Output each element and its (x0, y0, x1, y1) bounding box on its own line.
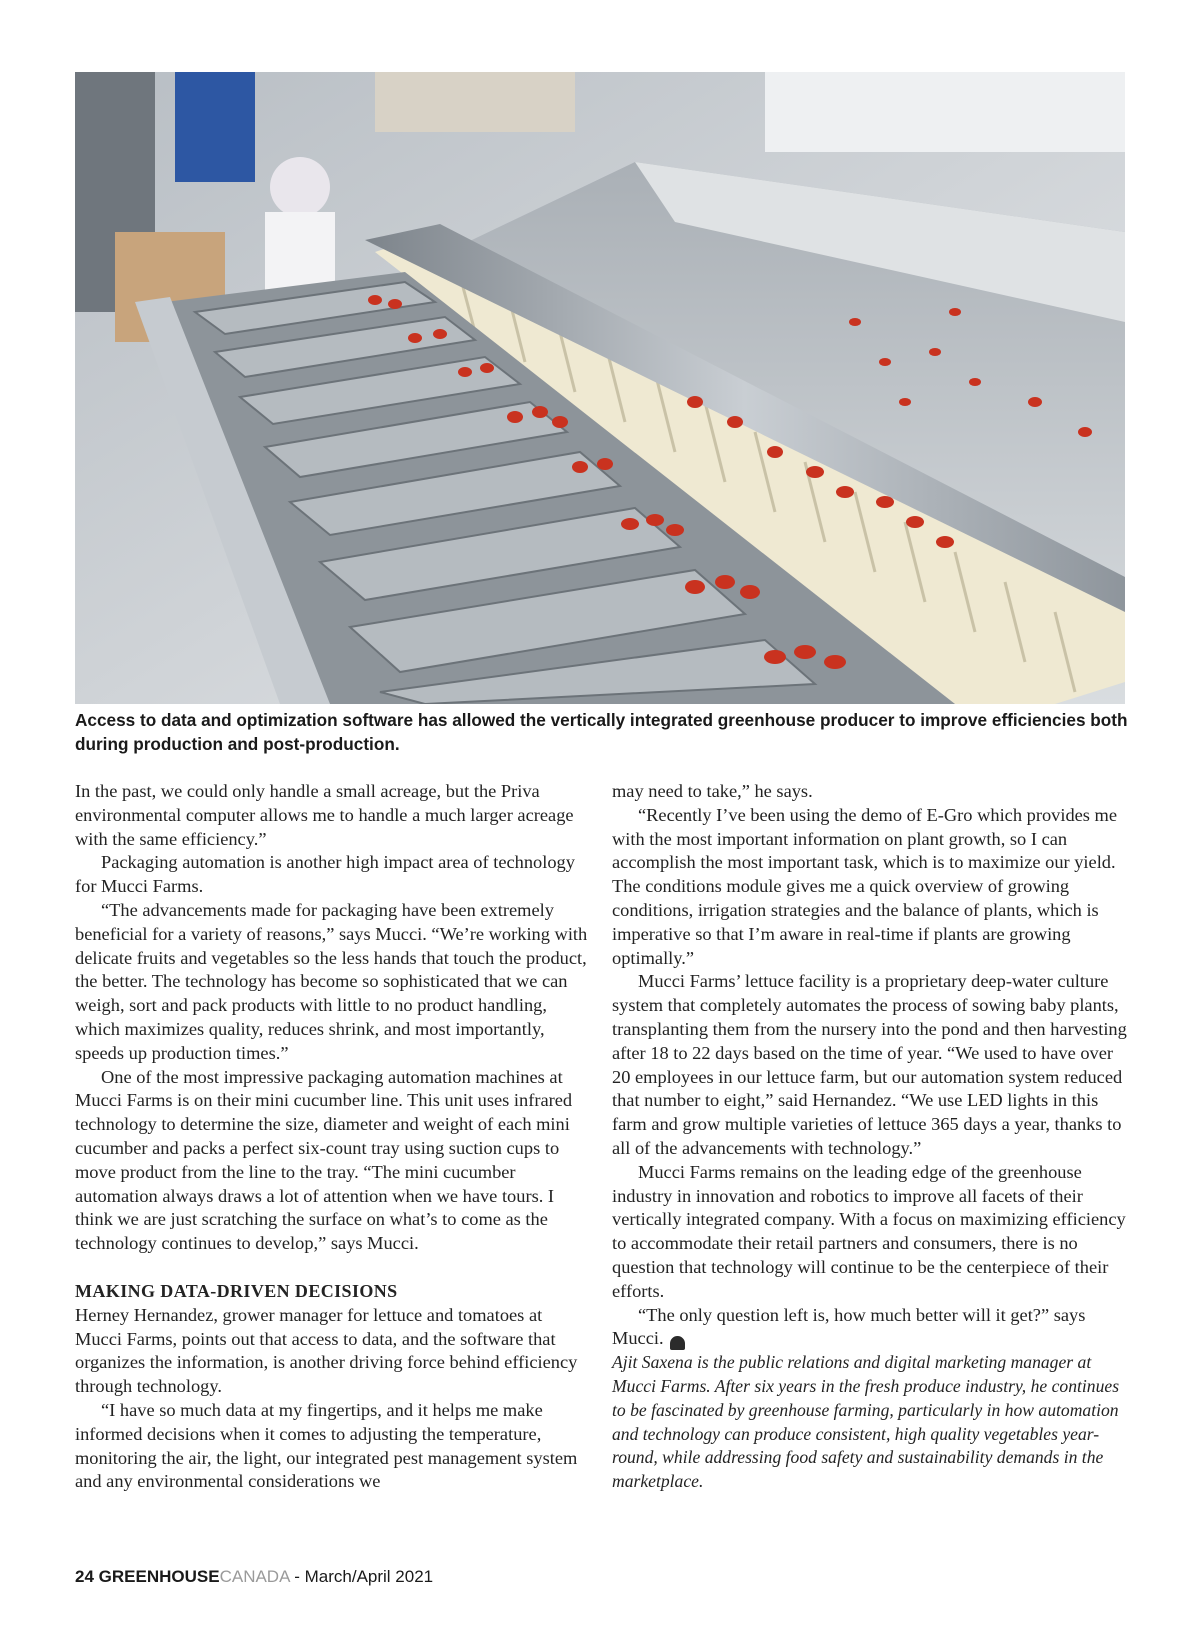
paragraph: Packaging automation is another high impact area of technology for Mucci Farms. (75, 852, 575, 897)
article-photo (75, 72, 1125, 704)
paragraph (612, 1304, 1132, 1352)
article-left-column (75, 780, 590, 1494)
magazine-name-part2: CANADA (219, 1567, 290, 1586)
photo-caption: Access to data and optimization software has allowed the vertically integrated greenhouse producer to improve efficiencies both during production and post-production. (75, 710, 1128, 754)
paragraph: Mucci Farms’ lettuce facility is a proprietary deep-water culture system that completely automates the process of sowing baby plants, transplanting them from the nursery into the pond and then harvesting after 18 to 22 days based on the time of year. “We used to have over 20 employees in our lettuce farm, but our automation system reduced that number to eight,” said Hernandez. “We use LED lights in this farm and grow multiple varieties of lettuce 365 days a year, thanks to all of the advancements with technology.” (612, 971, 1127, 1158)
closing-quote: “The only question left is, how much better will it get?” says Mucci. (612, 1304, 1086, 1349)
paragraph: In the past, we could only handle a small acreage, but the Priva environmental computer allows me to handle a much larger acreage with the same efficiency.” (75, 781, 574, 849)
paragraph: “Recently I’ve been using the demo of E-Gro which provides me with the most important information on plant growth, so I can accomplish the most important task, which is to maximize our yield. The conditions module gives me a quick overview of growing conditions, irrigation strategies and the balance of plants, which is imperative so that I’m aware in real-time if plants are growing optimally.” (612, 804, 1118, 968)
magazine-name-part1: GREENHOUSE (98, 1567, 220, 1586)
paragraph: “I have so much data at my fingertips, and it helps me make informed decisions when it comes to adjusting the temperature, monitoring the air, the light, our integrated pest management system and any environmental considerations we (75, 1399, 578, 1492)
issue-date: - March/April 2021 (294, 1567, 434, 1586)
paragraph: Herney Hernandez, grower manager for lettuce and tomatoes at Mucci Farms, points out that access to data, and the software that organizes the information, is another driving force behind efficiency through technology. (75, 1304, 578, 1397)
paragraph: may need to take,” he says. (612, 781, 813, 801)
paragraph: Mucci Farms remains on the leading edge of the greenhouse industry in innovation and robotics to improve all facets of their vertically integrated company. With a focus on maximizing efficiency to accommodate their retail partners and consumers, there is no question that technology will continue to be the centerpiece of their efforts. (612, 1161, 1126, 1301)
author-bio: Ajit Saxena is the public relations and digital marketing manager at Mucci Farms. After six years in the fresh produce industry, he continues to be fascinated by greenhouse farming, particularly in how automation and technology can produce consistent, high quality vegetables year-round, while addressing food safety and sustainability demands in the marketplace. (612, 1352, 1120, 1492)
paragraph: “The advancements made for packaging have been extremely beneficial for a variety of reasons,” says Mucci. “We’re working with delicate fruits and vegetables so the less hands that touch the product, the better. The technology has become so sophisticated that we can weigh, sort and pack products with little to no product handling, which maximizes quality, reduces shrink, and most importantly, speeds up production times.” (75, 899, 588, 1063)
article-right-column (612, 780, 1132, 1494)
end-of-article-icon: GC (670, 1336, 685, 1350)
page-footer (75, 1567, 433, 1587)
section-subhead: MAKING DATA-DRIVEN DECISIONS (75, 1280, 398, 1301)
page-number: 24 (75, 1567, 94, 1586)
paragraph: One of the most impressive packaging automation machines at Mucci Farms is on their mini cucumber line. This unit uses infrared technology to determine the size, diameter and weight of each mini cucumber and packs a perfect six-count tray using suction cups to move product from the line to the tray. “The mini cucumber automation always draws a lot of attention when we have tours. I think we are just scratching the surface on what’s to come as the technology continues to develop,” says Mucci. (75, 1066, 573, 1254)
